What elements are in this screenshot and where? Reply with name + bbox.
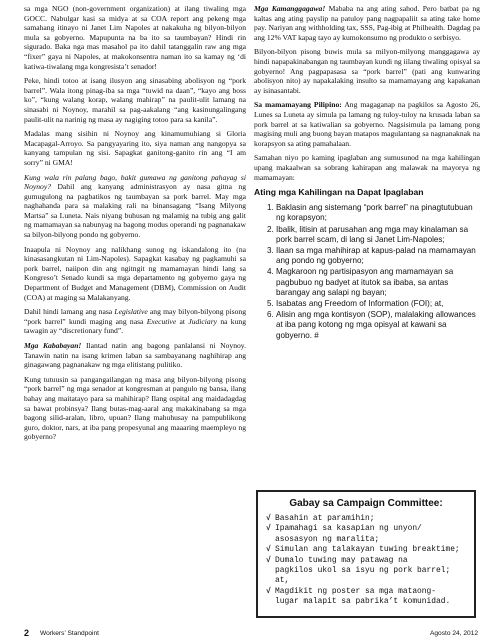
paragraph-body: Mababa na ang ating sahod. Pero batbat pa ng kaltas ang ating payslip na patuloy pang nagpapaliit sa ating take home pay. Nariyan ang withholding tax, SSS, Pag-ibig at Philhealth. Dagdag pa ang 12% VAT kapag tayo ay kumokonsumo ng produkto o serbisyo.	[254, 4, 480, 42]
checklist-text: Ipamahagi sa kasapian ng unyon/	[275, 524, 422, 534]
checklist-text: Dumalo tuwing may patawag na	[275, 555, 408, 565]
checklist-item	[266, 587, 466, 597]
paragraph-text: na kung tawagin ay “discretionary fund”.	[24, 316, 246, 336]
paragraph	[254, 4, 480, 42]
lead-question: Kung wala rin palang bago, bakit gumawa ng ganitong pahayag si Noynoy?	[24, 172, 246, 192]
paragraph-text: Dahil hindi lamang ang nasa	[24, 307, 115, 317]
paragraph: Inaapula ni Noynoy ang nalikhang sunog ng iskandalong ito (na kinasasangkutan ni Lim-Napoles). Sapagkat kasabay ng pagkamuhi sa pork barrel, naiipon din ang ngitngit ng mamamayan hindi lang sa Kongreso’t Senado kundi sa mga departamento ng gobyerno gaya ng Department of Budget and Management (DBM), Commission on Audit (COA) at maging sa Malakanyang.	[24, 244, 246, 302]
checkmark-icon: √	[266, 555, 271, 565]
checklist-continuation: pagkilos ukol sa isyu ng pork barrel; at,	[275, 566, 451, 586]
paragraph-body: Ang magaganap na pagkilos sa Agosto 26, Lunes sa Luneta ay simula pa lamang ng tuloy-tuloy na krusada laban sa pork barrel at sa katiwalian sa gobyerno. Nagsisimula pa lamang pong magising muli ang buong bayan matapos magulantang sa nagnanaknak na korapsyon sa ating pamahalaan.	[254, 100, 480, 148]
page-footer	[24, 628, 478, 642]
checklist-text: Basahin at paramihin;	[275, 514, 375, 523]
checkmark-icon: √	[266, 524, 271, 534]
list-item: 4. Magkaroon ng partisipasyon ang mamamayan sa pagbubuo ng badyet at itutok sa ibaba, sa antas barangay ang salapi ng bayan;	[276, 267, 480, 298]
right-column	[254, 4, 480, 342]
paragraph: Kung tutuusin sa pangangailangan ng masa ang bilyon-bilyong pisong “pork barrel” ng mga senador at kongresman at pangulo ng bansa, ilang bahay ang maitatayo para sa mahihirap? Ilang ospital ang maidadagdag sa bawat probinsya? Ilang butas-mag-aaral ang makakinabang sa mga bagong silid-aralan, libro, upuan? Ilang mahuhusay na pampublikong guro, doktor, nars, at iba pang propesyunal ang maaaring maempleyo ng gobyerno?	[24, 374, 246, 442]
publication-name: Workers’ Standpoint	[40, 630, 100, 637]
checklist-text: Magdikit ng poster sa mga mataong-	[275, 586, 436, 596]
paragraph	[24, 307, 246, 336]
paragraph-text: ang may bilyon-bilyong pisong “pork barrel” kundi maging ang nasa	[24, 307, 246, 326]
left-column	[24, 4, 246, 447]
paragraph-text: at	[176, 316, 189, 326]
checklist-item	[266, 514, 466, 524]
campaign-committee-box	[256, 490, 476, 618]
checklist-item	[266, 524, 466, 534]
checklist-continuation: lugar malapit sa pabrika’t komunidad.	[275, 597, 451, 607]
paragraph	[254, 100, 480, 148]
checkmark-icon: √	[266, 514, 271, 523]
checkmark-icon: √	[266, 586, 271, 596]
paragraph: Madalas mang sisihin ni Noynoy ang kinamumuhiang si Gloria Macapagal-Arroyo. Sa pangyayaring ito, siya naman ang nangopya sa kanyang tampulan ng sisi. Sapagkat ganitong-ganito rin ang “I am sorry” ni GMA!	[24, 129, 246, 167]
paragraph: Samahan niyo po kaming ipaglaban ang sumusunod na mga kahilingan upang makaalwan sa sobrang kahirapan ang malawak na mayorya ng mamamayan:	[254, 153, 480, 182]
lead-callout: Mga Kababayan!	[24, 341, 82, 350]
paragraph	[24, 341, 246, 370]
box-title: Gabay sa Campaign Committee:	[289, 498, 443, 509]
paragraph	[24, 173, 246, 240]
italic-term: Legislative	[114, 307, 148, 317]
paragraph-body: Ilantad natin ang bagong panlalansi ni Noynoy. Tanawin natin na isang krimen laban sa sambayanang naghihirap ang ginagawang pagnanakaw ng mga elitistang pulitiko.	[24, 341, 246, 370]
list-item: 2. Ibalik, litisin at parusahan ang mga may kinalaman sa pork barrel scam, di lang si Janet Lim-Napoles;	[276, 225, 480, 245]
paragraph: Bilyon-bilyon pisong buwis mula sa milyon-milyong manggagawa ay hindi napapakinabangan ng taumbayan kundi ng iilang tiwaling opisyal sa gobyerno! Ang pagpapasasa sa “pork barrel” (pati ang kunwaring abolisyon nito) ay napakalaking insulto sa mamamayang ang kapakanan ay isinasantabi.	[254, 47, 480, 95]
italic-term: Judiciary	[188, 316, 218, 326]
demands-list	[254, 203, 480, 341]
page-number: 2	[24, 628, 30, 638]
checklist-item	[266, 556, 466, 566]
italic-term: Executive	[146, 316, 177, 326]
paragraph: Peke, hindi totoo at isang ilusyon ang sinasabing abolisyon ng “pork barrel”. Wala itong pinag-iba sa mga “tuwid na daan”, “kayo ang boss ko”, “kung walang korap, walang mahirap” na paulit-ulit lamang na sinasabi ni Noynoy, marahil sa pag-aakalang “ang kasinungalingang paulit-ulit na narinig ng masa ay nagiging totoo para sa kanila”.	[24, 76, 246, 124]
section-heading: Ating mga Kahilingan na Dapat Ipaglaban	[254, 187, 424, 198]
checklist-continuation: asosasyon ng maralita;	[275, 534, 380, 544]
paragraph-body: Dahil ang kanyang administrasyon ay nasa gitna ng gumugulong na pagbatikos ng taumbayan sa pork barrel. May mga naghahanda para sa malaking rali na binansagang “Isang Milyong Martsa” sa Luneta. Nais niyang buhusan ng malamig na tubig ang galit ng mamamayan sa nabunyag na bagong modus operandi ng pagnanakaw sa bilyon-bilyong pondo ng gobyerno.	[24, 182, 246, 240]
paragraph: sa mga NGO (non-government organization) at ilang tiwaling mga GOCC. Nabulgar kasi sa midya at sa COA report ang pekeng mga samahang itinayo ni Janet Lim Napoles at nakakuha ng bilyon-bilyon mula sa gobyerno. Mapupunta na ba ito sa taumbayan? Hindi rin sigurado. Baka nga mas masahol pa ito dahil tatanggalin raw ang mga “fixer” gaya ni Napoles, at makokonsentra naman ito sa kamay ng ‘di katiwa-tiwalang mga kongresista’t senador!	[24, 4, 246, 71]
checkmark-icon: √	[266, 545, 271, 555]
lead-callout: Mga Kamanggagawa!	[254, 4, 326, 13]
list-item: 5. Isabatas ang Freedom of Information (FOI); at,	[276, 299, 480, 309]
list-item: 3. Ilaan sa mga mahihirap at kapus-palad na mamamayan ang pondo ng gobyerno;	[276, 246, 480, 266]
list-item: 6. Alisin ang mga kontisyon (SOP), malalaking allowances at iba pang kotong ng mga opisyal at kawani sa gobyerno. #	[276, 310, 480, 341]
issue-date: Agosto 24, 2012	[429, 630, 478, 637]
list-item: 1. Baklasin ang sistemang “pork barrel” na pinagtutubuan ng korapsyon;	[276, 203, 480, 223]
checklist-text: Simulan ang talakayan tuwing breaktime;	[275, 545, 460, 555]
checklist-item	[266, 545, 466, 555]
lead-callout: Sa mamamayang Pilipino:	[254, 100, 342, 110]
